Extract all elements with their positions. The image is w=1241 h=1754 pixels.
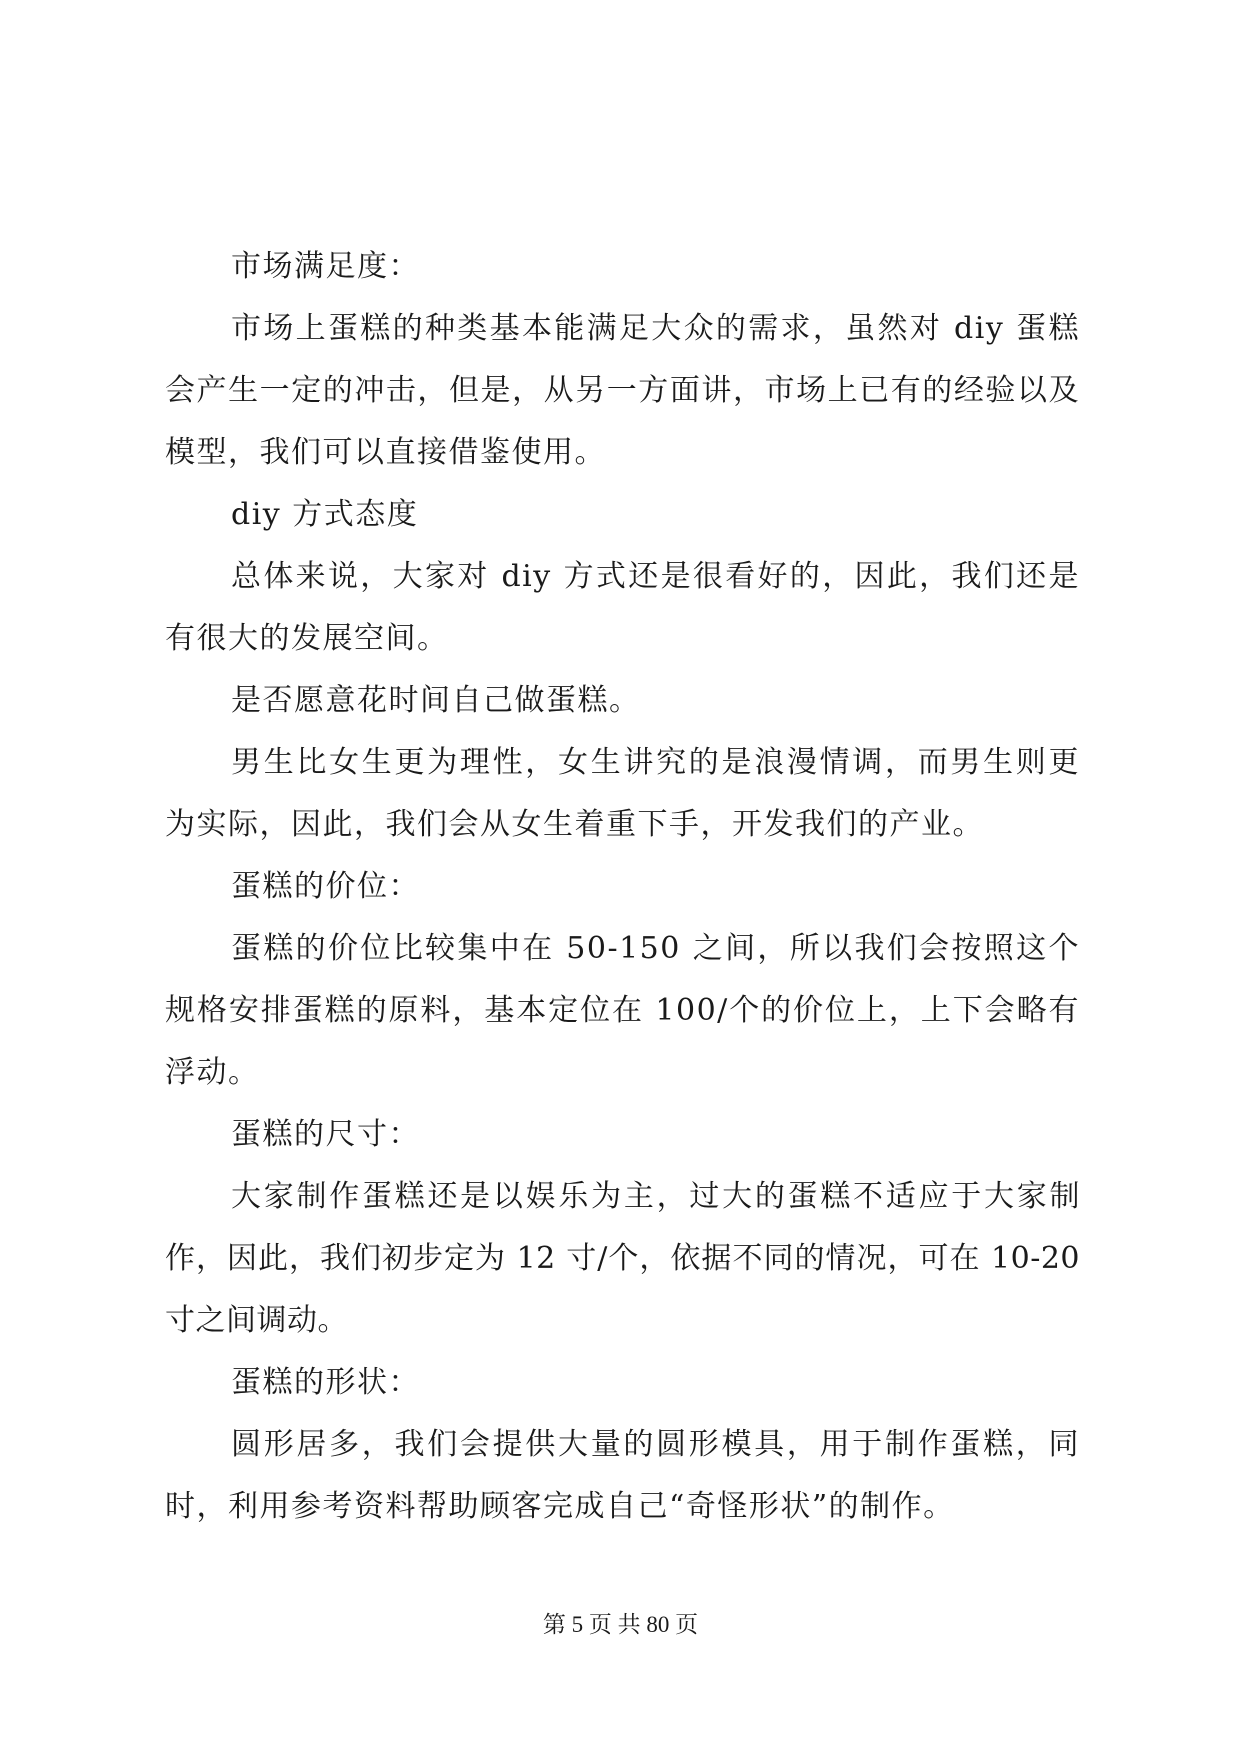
heading-willingness: 是否愿意花时间自己做蛋糕。	[231, 683, 641, 718]
paragraph-diy-attitude: 总体来说，大家对 diy 方式还是很看好的，因此，我们还是有很大的发展空间。	[165, 559, 1080, 656]
heading-shape: 蛋糕的形状：	[231, 1365, 420, 1400]
document-body	[165, 236, 1080, 1538]
paragraph-shape: 圆形居多，我们会提供大量的圆形模具，用于制作蛋糕，同时，利用参考资料帮助顾客完成自己“奇怪形状”的制作。	[165, 1427, 1080, 1524]
paragraph-gender: 男生比女生更为理性，女生讲究的是浪漫情调，而男生则更为实际，因此，我们会从女生着重下手，开发我们的产业。	[165, 745, 1080, 842]
paragraph-market-satisfaction: 市场上蛋糕的种类基本能满足大众的需求，虽然对 diy 蛋糕会产生一定的冲击，但是，从另一方面讲，市场上已有的经验以及模型，我们可以直接借鉴使用。	[165, 311, 1080, 470]
heading-market-satisfaction: 市场满足度：	[231, 249, 420, 284]
page-number-footer: 第 5 页 共 80 页	[542, 1612, 699, 1637]
paragraph-price: 蛋糕的价位比较集中在 50-150 之间，所以我们会按照这个规格安排蛋糕的原料，基本定位在 100/个的价位上，上下会略有浮动。	[165, 931, 1080, 1090]
heading-diy-attitude: diy 方式态度	[231, 497, 419, 532]
paragraph-size: 大家制作蛋糕还是以娱乐为主，过大的蛋糕不适应于大家制作，因此，我们初步定为 12 寸/个，依据不同的情况，可在 10-20 寸之间调动。	[165, 1179, 1080, 1338]
heading-size: 蛋糕的尺寸：	[231, 1117, 420, 1152]
heading-price: 蛋糕的价位：	[231, 869, 420, 904]
